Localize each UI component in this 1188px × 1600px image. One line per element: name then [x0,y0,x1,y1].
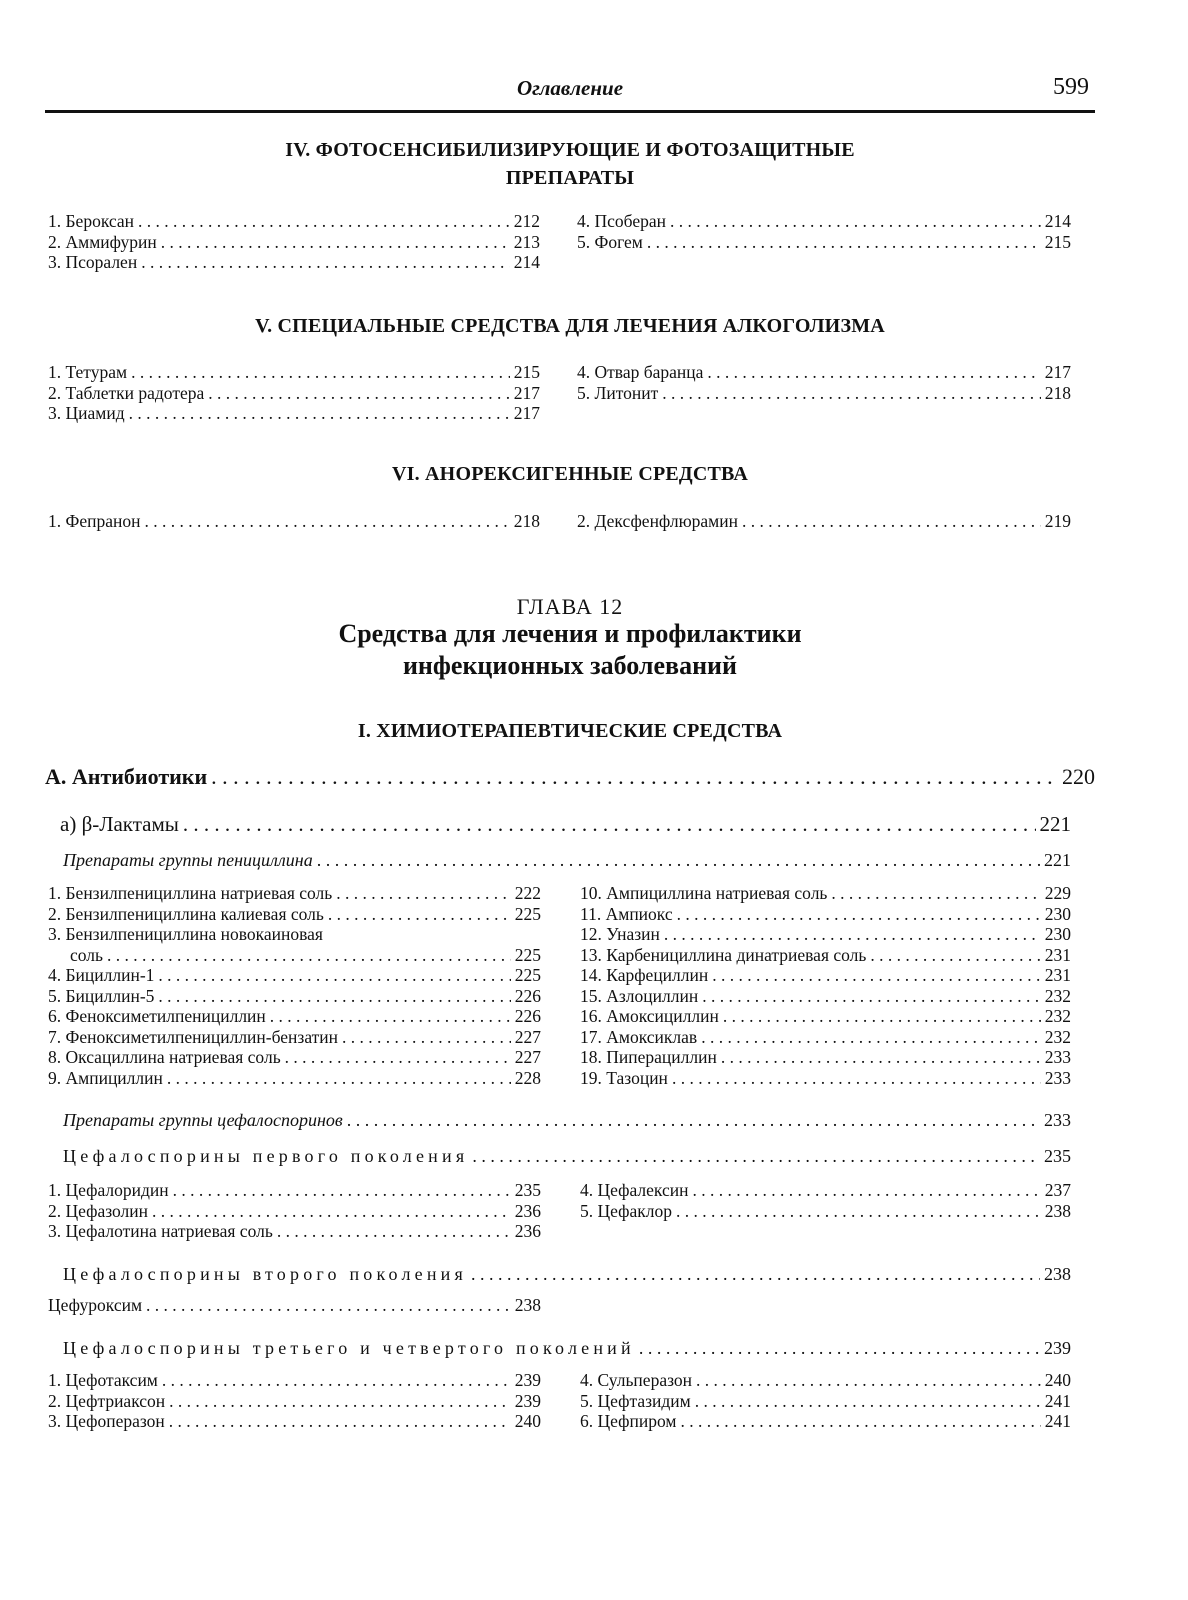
toc-entry[interactable]: 1. Тетурам . . . 215 [48,362,540,383]
toc-entry[interactable]: 18. Пиперациллин . . . 233 [580,1047,1071,1068]
section-title: I. ХИМИОТЕРАПЕВТИЧЕСКИЕ СРЕДСТВА [357,720,783,742]
toc-entry[interactable]: Цефалоспорины второго поколения . . . 238 [63,1262,1071,1286]
toc-column-left [48,883,541,1088]
toc-entry[interactable]: 19. Тазоцин . . . 233 [580,1068,1071,1089]
toc-entry[interactable]: 2. Бензилпенициллина калиевая соль . . . 225 [48,904,541,925]
toc-entry[interactable]: 6. Феноксиметилпенициллин . . . 226 [48,1006,541,1027]
toc-entry[interactable]: а) β-Лактамы . . . 221 [60,812,1071,836]
toc-column-left [48,1180,541,1242]
toc-heading-penicillins [63,848,1071,872]
toc-entry[interactable]: 3. Цефоперазон . . . 240 [48,1411,541,1432]
toc-entry[interactable]: 3. Псорален . . . 214 [48,252,540,273]
header-rule [45,110,1095,113]
toc-heading-ceph1 [63,1144,1071,1168]
toc-entry[interactable]: 5. Цефтазидим . . . 241 [580,1391,1071,1412]
toc-entry[interactable]: 2. Цефтриаксон . . . 239 [48,1391,541,1412]
toc-entry[interactable]: 1. Цефалоридин . . . 235 [48,1180,541,1201]
toc-column-right [580,1370,1071,1432]
toc-entry[interactable]: 1. Бензилпенициллина натриевая соль . . . 222 [48,883,541,904]
toc-entry-continuation[interactable]: соль . . . 225 [48,945,541,966]
toc-entry[interactable]: 4. Отвар баранца . . . 217 [577,362,1071,383]
chapter-title-line: Средства для лечения и профилактики [338,619,802,648]
toc-entry[interactable]: 3. Циамид . . . 217 [48,403,540,424]
toc-heading-antibiotics [45,765,1095,789]
toc-entry[interactable]: 2. Дексфенфлюрамин . . . 219 [577,511,1071,532]
toc-column-right [577,362,1071,403]
toc-entry[interactable]: Цефуроксим . . . 238 [48,1295,541,1316]
toc-entry[interactable]: 3. Цефалотина натриевая соль . . . 236 [48,1221,541,1242]
toc-entry[interactable]: 9. Ампициллин . . . 228 [48,1068,541,1089]
toc-entry[interactable]: 13. Карбенициллина динатриевая соль . . . 231 [580,945,1071,966]
toc-column-right [577,511,1071,532]
toc-column-left [48,211,540,273]
toc-entry[interactable]: 2. Аммифурин . . . 213 [48,232,540,253]
toc-entry[interactable]: 2. Таблетки радотера . . . 217 [48,383,540,404]
toc-entry[interactable]: Препараты группы цефалоспоринов . . . 233 [63,1108,1071,1132]
toc-entry[interactable]: 4. Бициллин-1 . . . 225 [48,965,541,986]
toc-entry[interactable]: 4. Цефалексин . . . 237 [580,1180,1071,1201]
toc-heading-ceph2 [63,1262,1071,1286]
toc-column-left [48,1370,541,1432]
toc-entry[interactable]: 14. Карфециллин . . . 231 [580,965,1071,986]
section-title-line: IV. ФОТОСЕНСИБИЛИЗИРУЮЩИЕ И ФОТОЗАЩИТНЫЕ [285,139,855,161]
toc-entry[interactable]: Цефалоспорины первого поколения . . . 235 [63,1144,1071,1168]
toc-entry[interactable]: 7. Феноксиметилпенициллин-бензатин . . . 227 [48,1027,541,1048]
toc-entry[interactable]: 3. Бензилпенициллина новокаиновая [48,924,323,944]
header-title: Оглавление [516,76,624,100]
toc-entry[interactable]: 8. Оксациллина натриевая соль . . . 227 [48,1047,541,1068]
section-title: V. СПЕЦИАЛЬНЫЕ СРЕДСТВА ДЛЯ ЛЕЧЕНИЯ АЛКОГОЛИЗМА [255,315,885,337]
toc-page [45,0,1095,1600]
toc-entry[interactable]: 5. Бициллин-5 . . . 226 [48,986,541,1007]
toc-entry[interactable]: 4. Псоберан . . . 214 [577,211,1071,232]
toc-entry[interactable]: 11. Ампиокс . . . 230 [580,904,1071,925]
toc-heading-ceph34 [63,1336,1071,1360]
page-number: 599 [1053,74,1089,100]
toc-heading-cephalosporins [63,1108,1071,1132]
toc-entry[interactable]: 10. Ампициллина натриевая соль . . . 229 [580,883,1071,904]
toc-entry[interactable]: 15. Азлоциллин . . . 232 [580,986,1071,1007]
toc-entry[interactable]: 1. Фепранон . . . 218 [48,511,540,532]
section-title [45,136,1095,192]
section-title: VI. АНОРЕКСИГЕННЫЕ СРЕДСТВА [392,463,748,485]
toc-entry[interactable]: 6. Цефпиром . . . 241 [580,1411,1071,1432]
toc-entry[interactable]: Цефалоспорины третьего и четвертого поколений . . . 239 [63,1336,1071,1360]
toc-entry[interactable]: А. Антибиотики . . . 220 [45,765,1095,789]
toc-column-right [577,211,1071,252]
toc-entry[interactable]: 17. Амоксиклав . . . 232 [580,1027,1071,1048]
toc-entry[interactable]: 16. Амоксициллин . . . 232 [580,1006,1071,1027]
running-header [45,72,1095,112]
chapter-title-line: инфекционных заболеваний [402,651,738,680]
toc-heading-beta-lactams [60,812,1071,836]
toc-entry[interactable]: 4. Сульперазон . . . 240 [580,1370,1071,1391]
toc-column-right [580,1180,1071,1221]
toc-entry[interactable]: 1. Цефотаксим . . . 239 [48,1370,541,1391]
chapter-title [45,618,1095,682]
chapter-label: ГЛАВА 12 [516,594,624,619]
toc-entry[interactable]: 1. Бероксан . . . 212 [48,211,540,232]
toc-entry[interactable]: 5. Фогем . . . 215 [577,232,1071,253]
toc-column-left [48,511,540,532]
toc-entry[interactable]: Препараты группы пенициллина . . . 221 [63,848,1071,872]
section-title-line: ПРЕПАРАТЫ [505,167,635,189]
toc-entry[interactable]: 5. Литонит . . . 218 [577,383,1071,404]
toc-column-right [580,883,1071,1088]
toc-entry[interactable]: 2. Цефазолин . . . 236 [48,1201,541,1222]
toc-column-left [48,1295,541,1316]
toc-entry[interactable]: 5. Цефаклор . . . 238 [580,1201,1071,1222]
toc-column-left [48,362,540,424]
toc-entry[interactable]: 12. Уназин . . . 230 [580,924,1071,945]
